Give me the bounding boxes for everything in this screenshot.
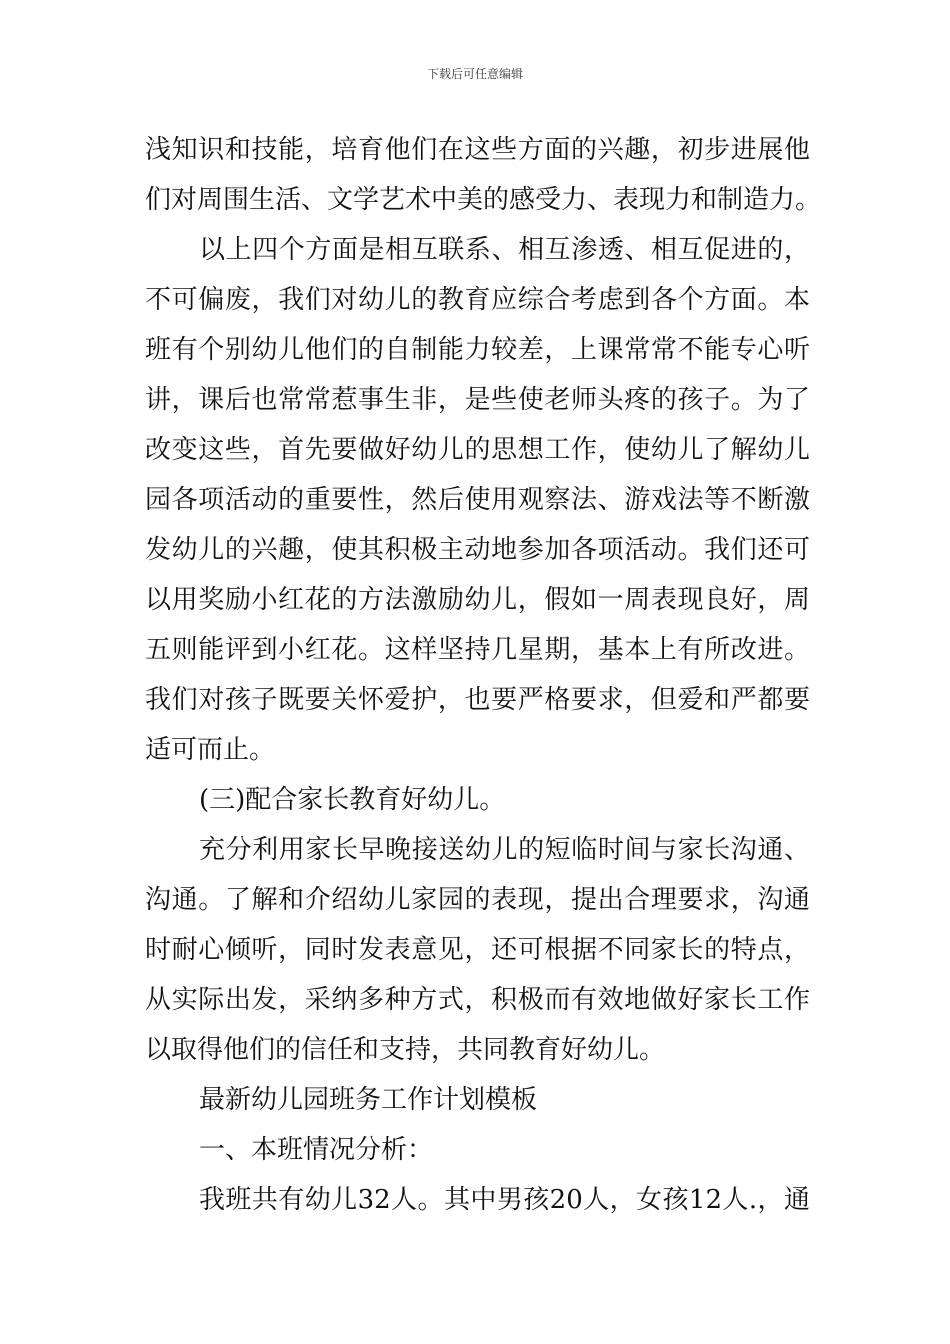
paragraph-line: 时耐心倾听，同时发表意见，还可根据不同家长的特点， — [145, 935, 810, 965]
paragraph-line: 适可而止。 — [145, 735, 276, 765]
paragraph-line: 沟通。了解和介绍幼儿家园的表现，提出合理要求，沟通 — [145, 885, 810, 915]
paragraph-line: 发幼儿的兴趣，使其积极主动地参加各项活动。我们还可 — [145, 535, 810, 565]
section-heading: (三)配合家长教育好幼儿。 — [199, 785, 506, 815]
paragraph-line: 五则能评到小红花。这样坚持几星期，基本上有所改进。 — [145, 635, 810, 665]
paragraph-line: 改变这些，首先要做好幼儿的思想工作，使幼儿了解幼儿 — [145, 435, 810, 465]
document-title: 最新幼儿园班务工作计划模板 — [199, 1085, 538, 1115]
paragraph-line: 我们对孩子既要关怀爱护，也要严格要求，但爱和严都要 — [145, 685, 810, 715]
paragraph-line: 以上四个方面是相互联系、相互渗透、相互促进的， — [199, 235, 810, 265]
paragraph-line: 以取得他们的信任和支持，共同教育好幼儿。 — [145, 1035, 666, 1065]
section-heading: 一、本班情况分析： — [199, 1135, 434, 1165]
paragraph-line: 充分利用家长早晚接送幼儿的短临时间与家长沟通、 — [199, 835, 810, 865]
paragraph-line: 讲，课后也常常惹事生非，是些使老师头疼的孩子。为了 — [145, 385, 810, 415]
paragraph-line: 不可偏废，我们对幼儿的教育应综合考虑到各个方面。本 — [145, 285, 810, 315]
paragraph-line: 以用奖励小红花的方法激励幼儿，假如一周表现良好，周 — [145, 585, 810, 615]
page-header-note: 下载后可任意编辑 — [426, 67, 523, 81]
paragraph-line: 从实际出发，采纳多种方式，积极而有效地做好家长工作 — [145, 985, 810, 1015]
paragraph-line: 园各项活动的重要性，然后使用观察法、游戏法等不断激 — [145, 485, 810, 515]
paragraph-line: 浅知识和技能，培育他们在这些方面的兴趣，初步进展他 — [145, 135, 810, 165]
paragraph-line: 我班共有幼儿32人。其中男孩20人，女孩12人.，通 — [199, 1185, 810, 1215]
paragraph-line: 班有个别幼儿他们的自制能力较差，上课常常不能专心听 — [145, 335, 810, 365]
paragraph-line: 们对周围生活、文学艺术中美的感受力、表现力和制造力。 — [145, 185, 822, 215]
